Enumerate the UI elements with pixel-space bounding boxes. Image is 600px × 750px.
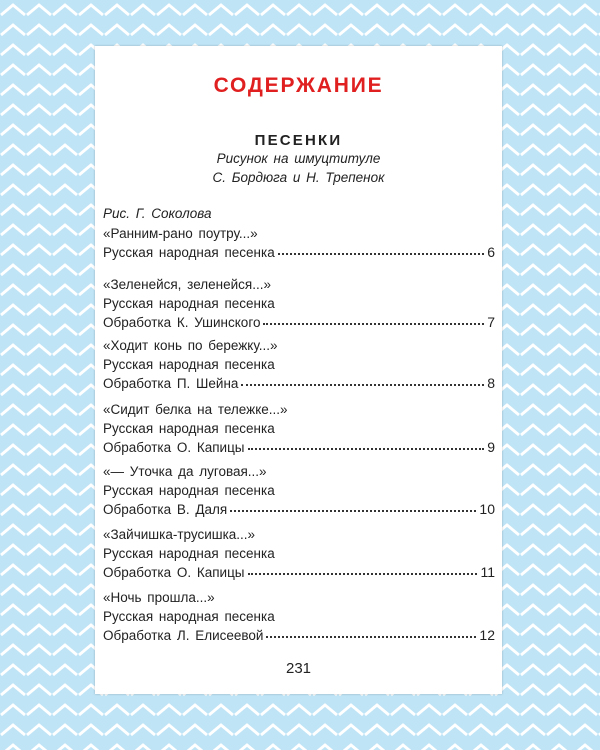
entry-page-number: 12 — [479, 627, 495, 643]
toc-entry — [103, 462, 495, 519]
entry-subtitle: Русская народная песенка — [103, 609, 275, 624]
entry-title: «Зайчишка-трусишка...» — [103, 527, 256, 542]
entry-arranger: Обработка П. Шейна — [103, 376, 239, 391]
toc-entry — [103, 525, 495, 582]
book-page — [95, 46, 502, 694]
page-title: СОДЕРЖАНИЕ — [213, 74, 384, 97]
entry-page-number: 10 — [479, 501, 495, 517]
entry-arranger: Обработка В. Даля — [103, 502, 228, 517]
toc-entry — [103, 224, 495, 262]
section-note-line1: Рисунок на шмуцтитуле — [216, 151, 381, 166]
entry-page-number: 9 — [487, 439, 495, 455]
dot-leader — [266, 636, 476, 638]
section-header — [95, 132, 502, 187]
entry-last-line — [103, 626, 495, 645]
entry-arranger: Обработка О. Капицы — [103, 440, 245, 455]
entry-last-line — [103, 313, 495, 332]
entry-title: «Ходит конь по бережку...» — [103, 338, 278, 353]
entry-page-number: 11 — [480, 564, 495, 580]
entry-last-line — [103, 374, 495, 393]
entry-last-line — [103, 563, 495, 582]
entry-page-number: 8 — [487, 375, 495, 391]
entry-last-line — [103, 438, 495, 457]
entry-subtitle: Русская народная песенка — [103, 546, 275, 561]
entry-arranger: Обработка О. Капицы — [103, 565, 245, 580]
entry-subtitle: Русская народная песенка — [103, 296, 275, 311]
entry-page-number: 7 — [487, 314, 495, 330]
entry-subtitle: Русская народная песенка — [103, 421, 275, 436]
section-note-line2: С. Бордюга и Н. Трепенок — [212, 170, 385, 185]
entry-title: «Ночь прошла...» — [103, 590, 215, 605]
entry-subtitle: Русская народная песенка — [103, 357, 275, 372]
entry-arranger: Обработка Л. Елисеевой — [103, 628, 264, 643]
section-name: ПЕСЕНКИ — [254, 132, 343, 149]
entry-subtitle: Русская народная песенка — [103, 483, 275, 498]
page-number: 231 — [285, 660, 312, 677]
dot-leader — [278, 253, 485, 255]
dot-leader — [230, 510, 476, 512]
toc-entry — [103, 275, 495, 332]
entry-arranger: Обработка К. Ушинского — [103, 315, 261, 330]
entry-last-line — [103, 500, 495, 519]
illustrator-credit: Рис. Г. Соколова — [103, 206, 212, 221]
dot-leader — [248, 573, 478, 575]
dot-leader — [263, 323, 484, 325]
entry-title: «Зеленейся, зеленейся...» — [103, 277, 271, 292]
entry-title: «Сидит белка на тележке...» — [103, 402, 288, 417]
entry-title: «— Уточка да луговая...» — [103, 464, 267, 479]
toc-entry — [103, 336, 495, 393]
dot-leader — [241, 384, 484, 386]
entry-page-number: 6 — [487, 244, 495, 260]
entry-subtitle: Русская народная песенка — [103, 245, 275, 260]
entry-last-line — [103, 243, 495, 262]
entry-title: «Ранним-рано поутру...» — [103, 226, 258, 241]
toc-entry — [103, 588, 495, 645]
toc-entry — [103, 400, 495, 457]
dot-leader — [248, 448, 485, 450]
